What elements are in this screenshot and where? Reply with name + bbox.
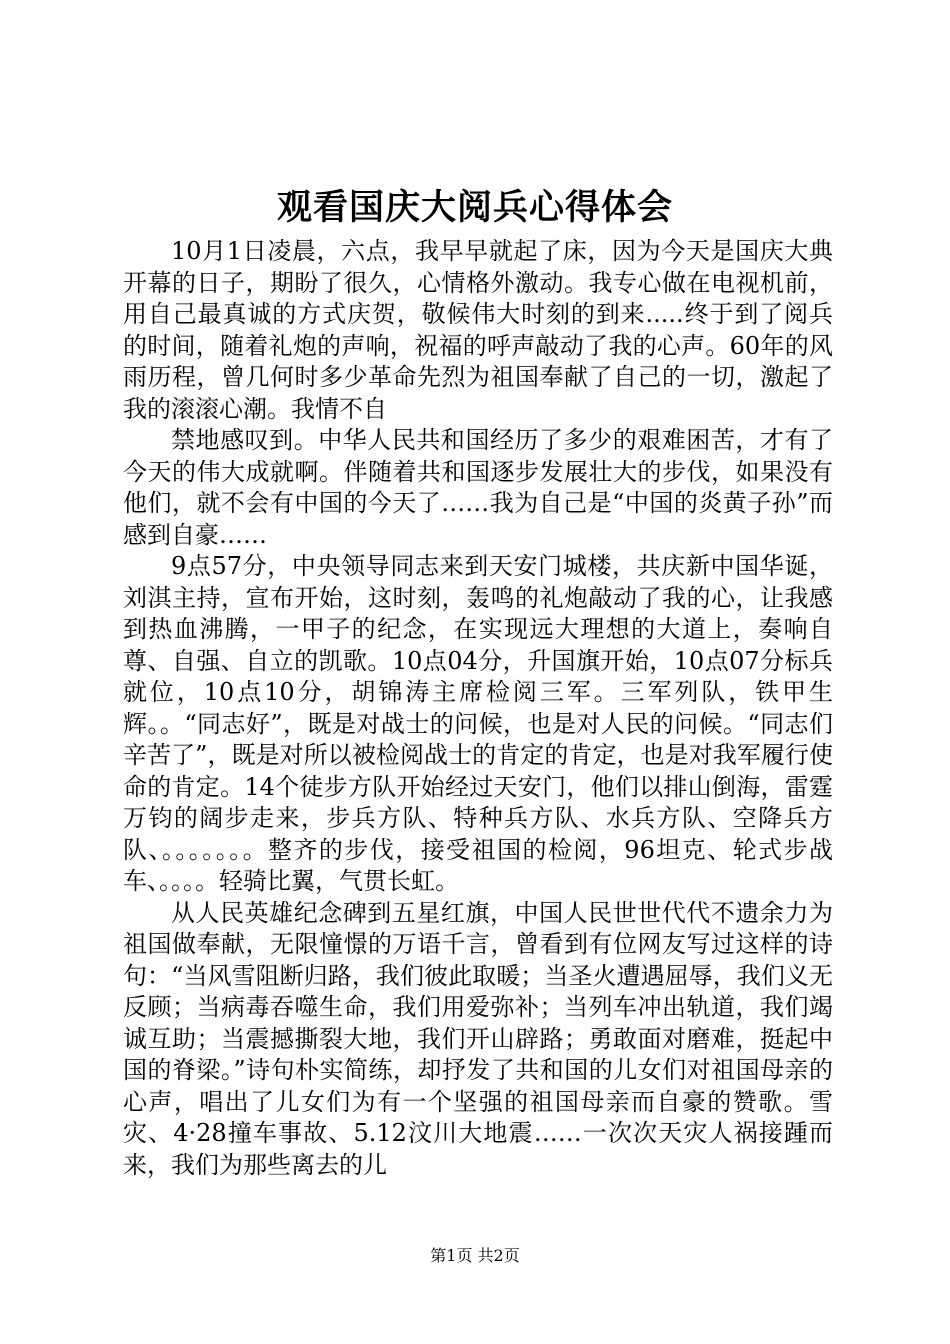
document-title: 观看国庆大阅兵心得体会 bbox=[276, 187, 673, 228]
paragraph-1: 10月1日凌晨，六点，我早早就起了床，因为今天是国庆大典开幕的日子，期盼了很久，心情格外激动。我专心做在电视机前，用自己最真诚的方式庆贺，敬候伟大时刻的到来.....终于到了阅兵的时间，随着礼炮的声响，祝福的呼声敲动了我的心声。60年的风雨历程，曾几何时多少革命先烈为祖国奉献了自己的一切，激起了我的滚滚心潮。我情不自 bbox=[123, 237, 833, 423]
paragraph-4: 从人民英雄纪念碑到五星红旗，中国人民世世代代不遗余力为祖国做奉献，无限憧憬的万语千言，曾看到有位网友写过这样的诗句：“当风雪阻断归路，我们彼此取暖；当圣火遭遇屈辱，我们义无反顾；当病毒吞噬生命，我们用爱弥补；当列车冲出轨道，我们竭诚互助；当震撼撕裂大地，我们开山辟路；勇敢面对磨难，挺起中国的脊梁。”诗句朴实简练，却抒发了共和国的儿女们对祖国母亲的心声，唱出了儿女们为有一个坚强的祖国母亲而自豪的赞歌。雪灾、4·28撞车事故、5.12汶川大地震……一次次天灾人祸接踵而来，我们为那些离去的儿 bbox=[123, 898, 833, 1179]
page-footer: 第1页 共2页 bbox=[430, 1246, 520, 1265]
paragraph-2: 禁地感叹到。中华人民共和国经历了多少的艰难困苦，才有了今天的伟大成就啊。伴随着共和国逐步发展壮大的步伐，如果没有他们，就不会有中国的今天了……我为自己是“中国的炎黄子孙”而感到自豪…… bbox=[123, 426, 833, 549]
paragraph-3: 9点57分，中央领导同志来到天安门城楼，共庆新中国华诞，刘淇主持，宣布开始，这时刻，轰鸣的礼炮敲动了我的心，让我感到热血沸腾，一甲子的纪念，在实现远大理想的大道上，奏响自尊、自强、自立的凯歌。10点04分，升国旗开始，10点07分标兵就位，10点10分，胡锦涛主席检阅三军。三军列队，铁甲生辉。。“同志好”，既是对战士的问候，也是对人民的问候。“同志们辛苦了”，既是对所以被检阅战士的肯定的肯定，也是对我军履行使命的肯定。14个徒步方队开始经过天安门，他们以排山倒海，雷霆万钧的阔步走来，步兵方队、特种兵方队、水兵方队、空降兵方队、。。。。。。。整齐的步伐，接受祖国的检阅，96坦克、轮式步战车、。。。。轻骑比翼，气贯长虹。 bbox=[123, 552, 833, 895]
document-body bbox=[123, 236, 833, 1181]
